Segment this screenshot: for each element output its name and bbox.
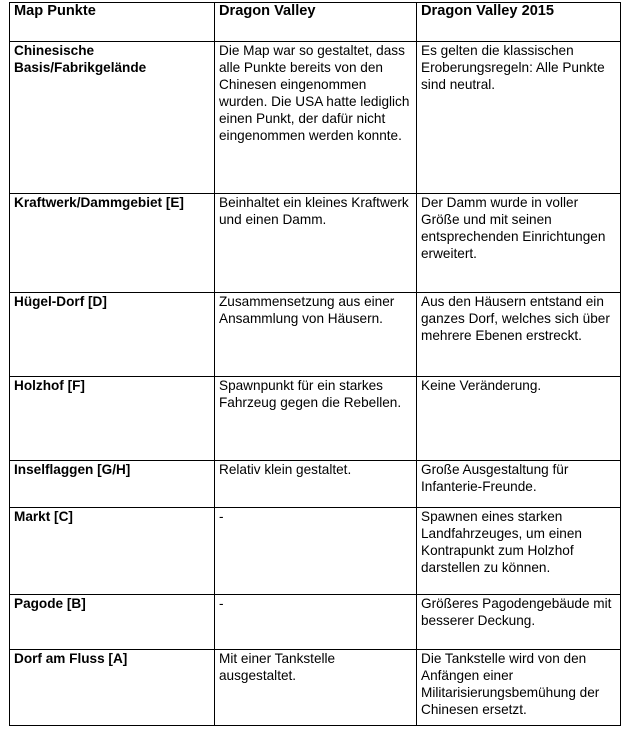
header-map-punkte: Map Punkte: [10, 3, 215, 42]
map-point-name: Inselflaggen [G/H]: [10, 461, 215, 508]
table-row: [10, 377, 621, 461]
map-point-name: Markt [C]: [10, 508, 215, 595]
header-dragon-valley: Dragon Valley: [215, 3, 417, 42]
comparison-table: [9, 2, 621, 726]
map-point-name: Holzhof [F]: [10, 377, 215, 461]
map-point-name: Chinesische Basis/Fabrikgelände: [10, 42, 215, 194]
map-point-name: Pagode [B]: [10, 595, 215, 650]
dragon-valley-2015-cell: Große Ausgestaltung für Infanterie-Freunde.: [417, 461, 621, 508]
dragon-valley-cell: Beinhaltet ein kleines Kraftwerk und einen Damm.: [215, 194, 417, 293]
map-point-name: Hügel-Dorf [D]: [10, 293, 215, 377]
dragon-valley-2015-cell: Spawnen eines starken Landfahrzeuges, um einen Kontrapunkt zum Holzhof darstellen zu können.: [417, 508, 621, 595]
table-row: [10, 650, 621, 726]
map-point-name: Dorf am Fluss [A]: [10, 650, 215, 726]
dragon-valley-cell: Mit einer Tankstelle ausgestaltet.: [215, 650, 417, 726]
table-row: [10, 595, 621, 650]
dragon-valley-2015-cell: Größeres Pagodengebäude mit besserer Deckung.: [417, 595, 621, 650]
dragon-valley-2015-cell: Es gelten die klassischen Eroberungsregeln: Alle Punkte sind neutral.: [417, 42, 621, 194]
dragon-valley-cell: Die Map war so gestaltet, dass alle Punkte bereits von den Chinesen eingenommen wurden. Die USA hatte lediglich einen Punkt, der dafür nicht eingenommen werden konnte.: [215, 42, 417, 194]
table-header: [10, 3, 621, 42]
table-row: [10, 42, 621, 194]
dragon-valley-cell: Relativ klein gestaltet.: [215, 461, 417, 508]
dragon-valley-cell: -: [215, 508, 417, 595]
dragon-valley-2015-cell: Die Tankstelle wird von den Anfängen einer Militarisierungsbemühung der Chinesen ersetzt.: [417, 650, 621, 726]
dragon-valley-2015-cell: Aus den Häusern entstand ein ganzes Dorf, welches sich über mehrere Ebenen erstreckt.: [417, 293, 621, 377]
dragon-valley-cell: Zusammensetzung aus einer Ansammlung von Häusern.: [215, 293, 417, 377]
table-row: [10, 293, 621, 377]
table-row: [10, 508, 621, 595]
dragon-valley-cell: -: [215, 595, 417, 650]
header-row: [10, 3, 621, 42]
header-dragon-valley-2015: Dragon Valley 2015: [417, 3, 621, 42]
table-body: [10, 42, 621, 726]
dragon-valley-cell: Spawnpunkt für ein starkes Fahrzeug gegen die Rebellen.: [215, 377, 417, 461]
table-row: [10, 194, 621, 293]
map-point-name: Kraftwerk/Dammgebiet [E]: [10, 194, 215, 293]
dragon-valley-2015-cell: Keine Veränderung.: [417, 377, 621, 461]
table-row: [10, 461, 621, 508]
dragon-valley-2015-cell: Der Damm wurde in voller Größe und mit seinen entsprechenden Einrichtungen erweitert.: [417, 194, 621, 293]
